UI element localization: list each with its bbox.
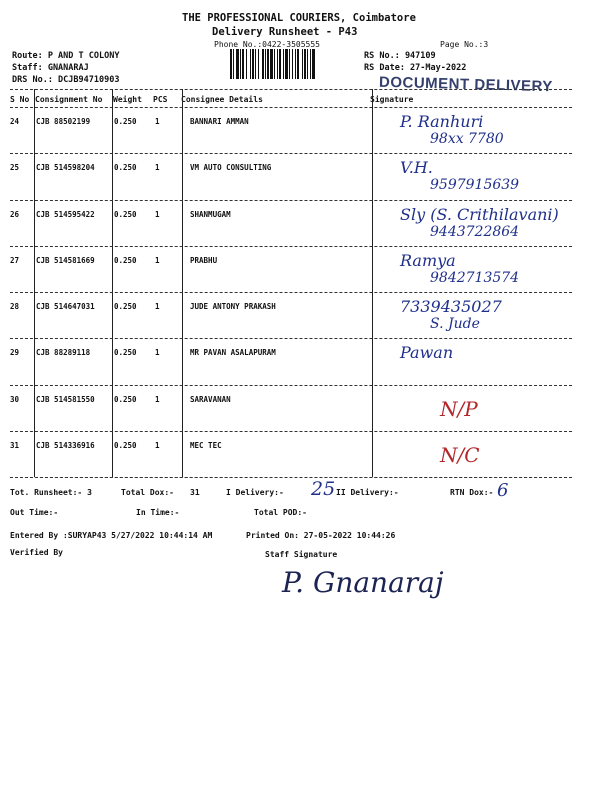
row-consignee: PRABHU	[190, 255, 218, 265]
row-consignee: SHANMUGAM	[190, 209, 231, 219]
divider	[10, 89, 572, 90]
total-pod: Total POD:-	[254, 508, 307, 517]
company-title: THE PROFESSIONAL COURIERS, Coimbatore	[182, 12, 416, 24]
row-signature: Sly (S. Crithilavani)	[400, 204, 559, 224]
row-sno: 29	[10, 348, 20, 358]
row-weight: 0.250	[114, 117, 137, 126]
col-header-weight: Weight	[113, 95, 142, 104]
barcode-bar	[295, 49, 296, 79]
barcode-bar	[233, 49, 234, 79]
barcode-bar	[289, 49, 290, 79]
row-pcs: 1	[155, 394, 160, 404]
divider	[10, 431, 572, 432]
row-sno: 26	[10, 209, 20, 219]
barcode-bar	[240, 49, 241, 79]
row-consignee: SARAVANAN	[190, 394, 231, 404]
divider	[10, 477, 572, 478]
barcode-bar	[265, 49, 266, 79]
barcode-bar	[304, 49, 306, 79]
column-divider	[112, 89, 113, 477]
row-sno: 31	[10, 440, 20, 450]
barcode-bar	[252, 49, 254, 79]
row-signature: 7339435027	[400, 297, 502, 316]
divider	[10, 200, 572, 201]
barcode-bar	[277, 49, 278, 79]
row-consignee: VM AUTO CONSULTING	[190, 163, 272, 173]
printed-on: Printed On: 27-05-2022 10:44:26	[246, 531, 396, 540]
document-delivery-stamp: DOCUMENT DELIVERY	[378, 73, 553, 96]
barcode-bar	[246, 49, 247, 79]
col-header-sno: S No	[10, 95, 30, 104]
row-weight: 0.250	[114, 348, 137, 358]
barcode-bar	[292, 49, 293, 79]
out-time: Out Time:-	[10, 508, 59, 517]
barcode-bar	[279, 49, 281, 79]
row-consignment-no: CJB 514336916	[36, 440, 95, 450]
row-weight: 0.250	[114, 440, 137, 450]
divider	[10, 246, 572, 247]
rtn-dox-value: 6	[497, 480, 509, 501]
row-signature-phone: 9842713574	[430, 269, 520, 286]
staff-signature-label: Staff Signature	[265, 550, 338, 559]
i-delivery-value: 25	[311, 478, 336, 500]
row-weight: 0.250	[114, 394, 137, 404]
col-header-consignment: Consignment No	[35, 95, 103, 104]
row-signature: P. Ranhuri	[400, 112, 484, 131]
row-consignment-no: CJB 88289118	[36, 348, 91, 358]
verified-by: Verified By	[10, 548, 63, 557]
column-divider	[182, 89, 183, 477]
tot-runsheet: Tot. Runsheet:- 3	[10, 488, 92, 497]
row-signature-phone: 9443722864	[430, 223, 520, 240]
phone-number: Phone No.:0422-3505555	[214, 40, 320, 49]
row-weight: 0.250	[114, 255, 137, 265]
rs-number: RS No.: 947109	[364, 51, 436, 61]
barcode-bar	[307, 49, 308, 79]
barcode-bar	[274, 49, 275, 79]
row-signature: Ramya	[400, 250, 456, 270]
ii-delivery-label: II Delivery:-	[336, 488, 399, 497]
row-weight: 0.250	[114, 302, 137, 311]
barcode-bar	[285, 49, 288, 79]
barcode-bar	[242, 49, 244, 79]
column-divider	[34, 89, 35, 477]
row-consignee: MR PAVAN ASALAPURAM	[190, 348, 276, 358]
row-pcs: 1	[155, 348, 160, 358]
barcode-bar	[283, 49, 284, 79]
row-pcs: 1	[155, 255, 160, 265]
row-consignment-no: CJB 514595422	[36, 209, 95, 219]
row-pcs: 1	[155, 209, 160, 219]
barcode-bar	[230, 49, 232, 79]
divider	[10, 338, 572, 339]
col-header-pcs: PCS	[153, 95, 168, 104]
barcode-bar	[297, 49, 299, 79]
row-consignee: JUDE ANTONY PRAKASH	[190, 302, 276, 311]
row-consignment-no: CJB 514598204	[36, 163, 95, 173]
barcode-bar	[258, 49, 259, 79]
entered-by: Entered By :SURYAP43 5/27/2022 10:44:14 AM	[10, 531, 213, 540]
row-sno: 25	[10, 163, 20, 173]
barcode-bar	[302, 49, 303, 79]
barcode-bar	[262, 49, 264, 79]
row-pcs: 1	[155, 163, 160, 173]
column-divider	[372, 89, 373, 477]
row-sno: 24	[10, 117, 20, 126]
divider	[10, 385, 572, 386]
barcode-bar	[312, 49, 315, 79]
row-signature: Pawan	[400, 343, 454, 363]
staff-signature-handwritten: P. Gnanaraj	[282, 566, 444, 599]
staff: Staff: GNANARAJ	[12, 63, 89, 73]
rtn-dox-label: RTN Dox:-	[450, 488, 494, 497]
divider	[10, 153, 572, 154]
row-consignment-no: CJB 514581550	[36, 394, 95, 404]
row-consignment-no: CJB 88502199	[36, 117, 91, 126]
in-time: In Time:-	[136, 508, 180, 517]
row-weight: 0.250	[114, 163, 137, 173]
row-pcs: 1	[155, 117, 160, 126]
row-signature: N/P	[440, 396, 478, 421]
row-pcs: 1	[155, 440, 160, 450]
route: Route: P AND T COLONY	[12, 51, 120, 61]
row-consignee: MEC TEC	[190, 440, 222, 450]
row-sno: 28	[10, 302, 20, 311]
barcode-bar	[236, 49, 239, 79]
page-number: Page No.:3	[440, 40, 489, 49]
runsheet-title: Delivery Runsheet - P43	[212, 26, 358, 38]
col-header-consignee: Consignee Details	[181, 95, 263, 104]
row-signature: N/C	[440, 442, 480, 467]
row-weight: 0.250	[114, 209, 137, 219]
barcode-bar	[250, 49, 251, 79]
row-consignee: BANNARI AMMAN	[190, 117, 249, 126]
row-consignment-no: CJB 514647031	[36, 302, 95, 311]
barcode	[230, 49, 356, 79]
row-signature: V.H.	[400, 158, 433, 178]
total-dox-label: Total Dox:-	[121, 488, 174, 497]
barcode-bar	[267, 49, 269, 79]
i-delivery-label: I Delivery:-	[226, 488, 284, 497]
divider	[10, 107, 572, 108]
row-consignment-no: CJB 514581669	[36, 255, 95, 265]
barcode-bar	[310, 49, 311, 79]
rs-date: RS Date: 27-May-2022	[364, 63, 467, 73]
row-signature-phone: 98xx 7780	[430, 131, 504, 147]
barcode-bar	[270, 49, 273, 79]
row-pcs: 1	[155, 302, 160, 311]
barcode-bar	[255, 49, 256, 79]
row-signature-phone: S. Jude	[430, 316, 480, 332]
barcode-graphic	[230, 49, 356, 79]
row-signature-phone: 9597915639	[430, 177, 520, 194]
row-sno: 30	[10, 394, 20, 404]
row-sno: 27	[10, 255, 20, 265]
drs-number: DRS No.: DCJB94710903	[12, 75, 120, 85]
divider	[10, 292, 572, 293]
col-header-signature: Signature	[370, 95, 414, 104]
total-dox-value: 31	[190, 488, 200, 497]
